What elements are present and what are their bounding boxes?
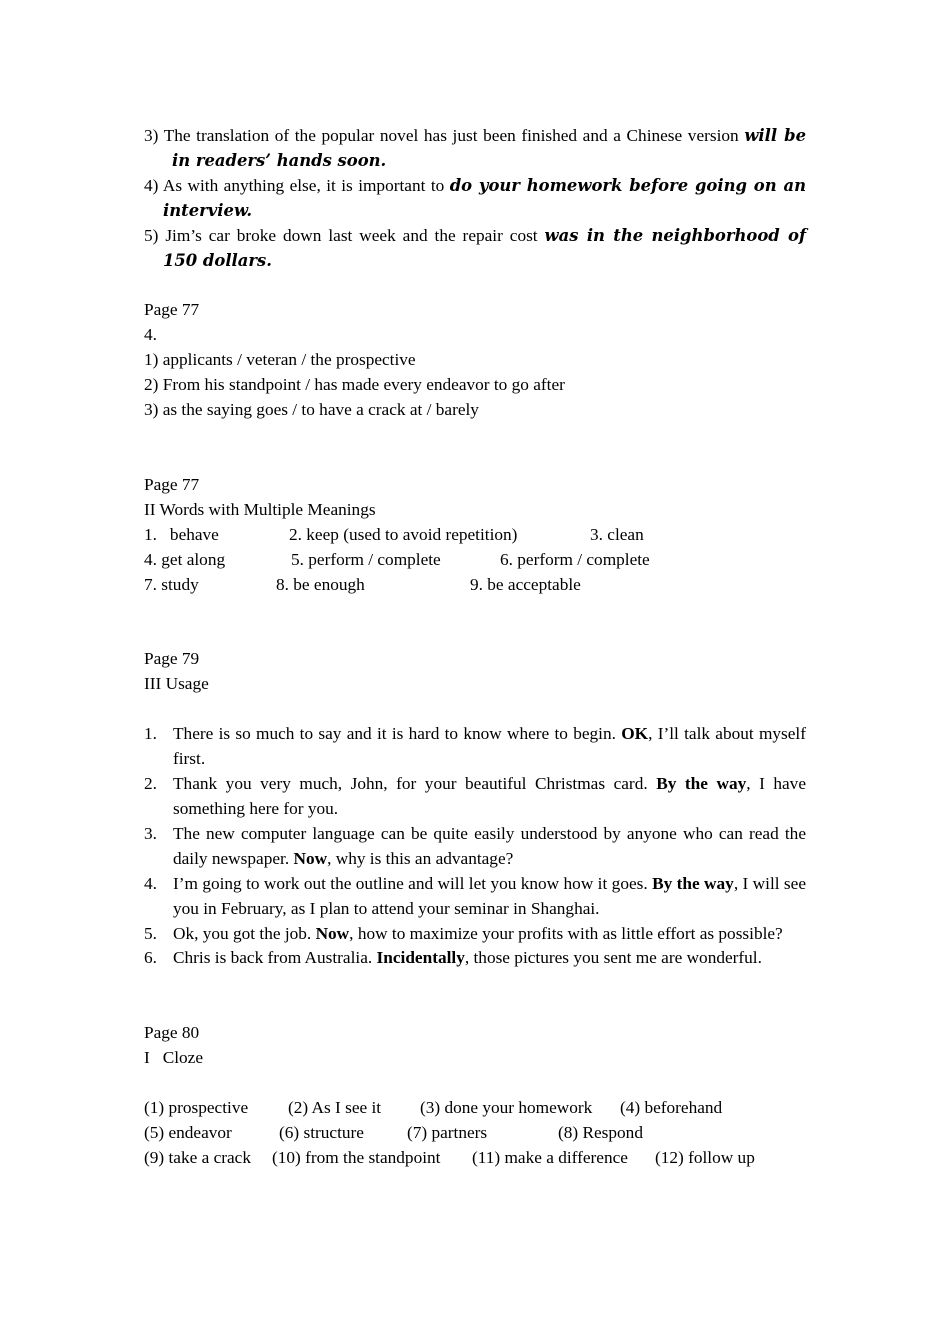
cloze-answer: (5) endeavor bbox=[144, 1123, 232, 1143]
answer-cell: 9. be acceptable bbox=[470, 574, 581, 594]
cloze-answer: (9) take a crack bbox=[144, 1147, 251, 1167]
answer-cell: 4. get along bbox=[144, 549, 226, 569]
usage-item: 1. There is so much to say and it is hard to know where to begin. OK, I’ll talk about myself first. bbox=[144, 724, 806, 769]
answer-row bbox=[144, 523, 806, 548]
usage-item: 2. Thank you very much, John, for your beautiful Christmas card. By the way, I have something here for you. bbox=[144, 774, 806, 818]
section-title: II Words with Multiple Meanings bbox=[144, 499, 376, 519]
cloze-answer: (12) follow up bbox=[655, 1147, 755, 1167]
usage-item: 3. The new computer language can be quite easily understood by anyone who can read the daily newspaper. Now, why is this an advantage? bbox=[144, 823, 806, 868]
cloze-answer: (4) beforehand bbox=[620, 1098, 723, 1118]
emphasis-text: will be in readers’ hands soon. bbox=[172, 126, 806, 170]
answer-cell: 8. be enough bbox=[276, 574, 365, 594]
answer-cell: 7. study bbox=[144, 574, 199, 594]
cloze-answer: (11) make a difference bbox=[472, 1147, 628, 1167]
cloze-answer: (1) prospective bbox=[144, 1098, 249, 1118]
section-title: III Usage bbox=[144, 674, 209, 694]
cloze-answer: (7) partners bbox=[407, 1123, 488, 1143]
section-title: I Cloze bbox=[144, 1048, 204, 1068]
cloze-answer: (8) Respond bbox=[558, 1123, 643, 1143]
answer-line: 3) as the saying goes / to have a crack at / barely bbox=[144, 400, 479, 420]
page-heading: Page 80 bbox=[144, 1023, 200, 1043]
cloze-answer: (10) from the standpoint bbox=[272, 1147, 441, 1167]
answer-cell: 1. behave bbox=[144, 524, 219, 544]
cloze-answer: (2) As I see it bbox=[288, 1098, 382, 1118]
cloze-answer: (3) done your homework bbox=[420, 1098, 593, 1118]
answer-row bbox=[144, 548, 806, 573]
page-heading: Page 77 bbox=[144, 300, 200, 320]
answer-cell: 5. perform / complete bbox=[291, 549, 441, 569]
page-heading: Page 79 bbox=[144, 649, 200, 669]
emphasis-text: do your homework before going on an interview. bbox=[163, 175, 806, 220]
page-heading: Page 77 bbox=[144, 474, 200, 494]
answer-cell: 6. perform / complete bbox=[500, 549, 650, 569]
sentence-3: 3) The translation of the popular novel has just been finished and a Chinese version will be in readers’ hands soon. bbox=[144, 126, 806, 170]
exercise-number: 4. bbox=[144, 325, 157, 345]
usage-list bbox=[144, 722, 806, 971]
answer-line: 2) From his standpoint / has made every endeavor to go after bbox=[144, 375, 565, 395]
answer-cell: 3. clean bbox=[590, 524, 644, 544]
cloze-row bbox=[144, 1121, 806, 1146]
sentence-5: 5) Jim’s car broke down last week and the repair cost was in the neighborhood of 150 dollars. bbox=[144, 225, 807, 270]
sentence-4: 4) As with anything else, it is important to do your homework before going on an interview. bbox=[144, 175, 806, 220]
emphasis-text: was in the neighborhood of 150 dollars. bbox=[163, 225, 807, 270]
answer-row bbox=[144, 573, 806, 598]
cloze-row bbox=[144, 1096, 806, 1121]
usage-item: 6. Chris is back from Australia. Incidentally, those pictures you sent me are wonderful. bbox=[144, 948, 762, 968]
document-page bbox=[144, 124, 806, 1171]
usage-item: 4. I’m going to work out the outline and will let you know how it goes. By the way, I will see you in February, as I plan to attend your seminar in Shanghai. bbox=[144, 873, 806, 918]
usage-item: 5. Ok, you got the job. Now, how to maximize your profits with as little effort as possible? bbox=[144, 923, 783, 943]
answer-line: 1) applicants / veteran / the prospective bbox=[144, 350, 416, 370]
cloze-row bbox=[144, 1146, 806, 1171]
answer-cell: 2. keep (used to avoid repetition) bbox=[289, 524, 518, 544]
cloze-answer: (6) structure bbox=[279, 1123, 364, 1143]
